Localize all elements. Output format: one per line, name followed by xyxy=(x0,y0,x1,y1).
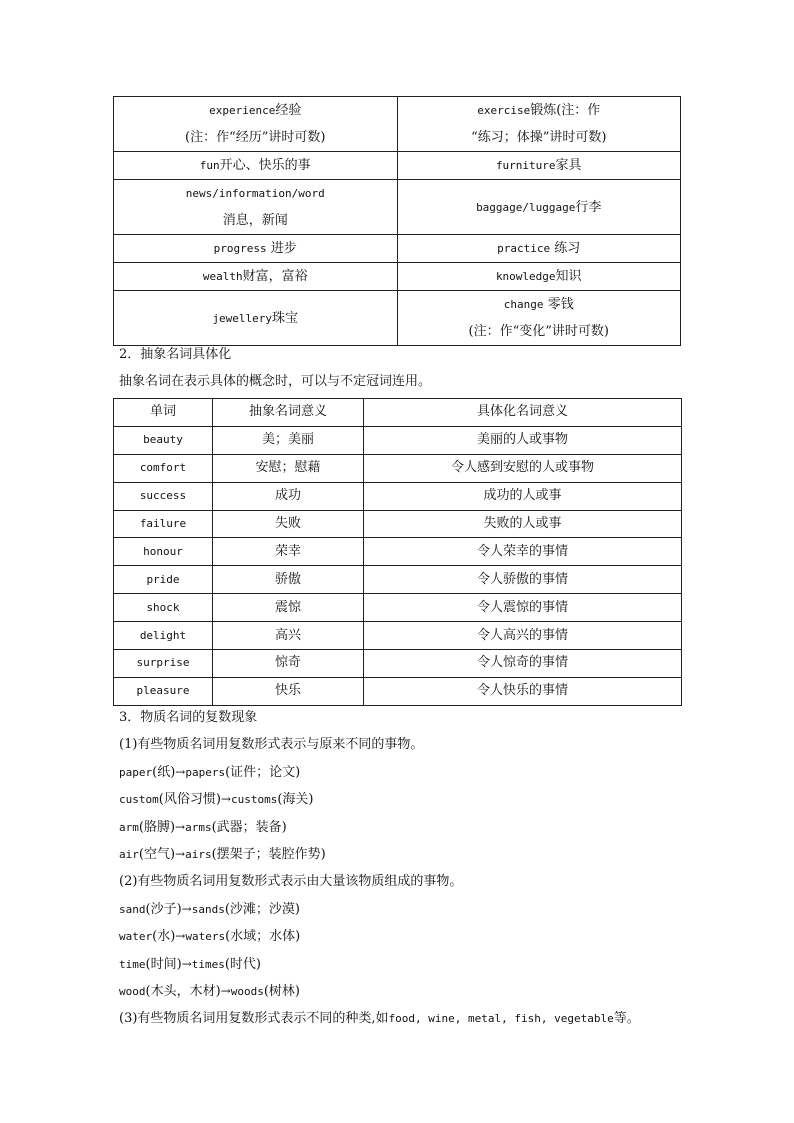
plural-meaning: (武器；装备) xyxy=(211,819,287,835)
arrow-icon: → xyxy=(175,765,186,779)
table-cell xyxy=(213,510,364,538)
list-item xyxy=(119,955,261,974)
section-heading: 2．抽象名词具体化 xyxy=(119,347,232,362)
meaning: 令人荣幸的事情 xyxy=(476,543,568,559)
paragraph xyxy=(119,1010,640,1028)
plural-word: woods xyxy=(230,984,264,998)
word: wealth xyxy=(202,270,243,283)
meaning: 练习 xyxy=(554,241,581,256)
plural-word: times xyxy=(191,957,225,971)
abstract-nouns-table xyxy=(113,398,682,706)
meaning: 美丽的人或事物 xyxy=(476,432,568,448)
word: time xyxy=(119,957,146,971)
table-cell xyxy=(114,677,213,705)
plural-meaning: (时代) xyxy=(224,956,261,972)
table-cell xyxy=(114,235,398,263)
table-row xyxy=(114,482,682,510)
meaning: 令人骄傲的事情 xyxy=(476,571,568,587)
table-cell xyxy=(114,622,213,650)
list-item xyxy=(119,982,300,1001)
meaning: 美；美丽 xyxy=(261,432,314,448)
list-item xyxy=(119,927,300,946)
meaning: 失败的人或事 xyxy=(483,516,562,531)
meaning: 经验 xyxy=(275,103,302,118)
table-cell xyxy=(213,622,364,650)
word: water xyxy=(119,930,153,944)
table-cell xyxy=(364,454,682,482)
meaning: 惊奇 xyxy=(274,655,301,671)
table-cell xyxy=(213,426,364,454)
plural-meaning: (水域；水体) xyxy=(225,929,301,945)
table-cell xyxy=(213,650,364,678)
plural-meaning: (树林) xyxy=(263,983,300,999)
list-item xyxy=(119,845,326,864)
note: (注：作“变化”讲时可数) xyxy=(468,324,609,339)
table-cell xyxy=(213,566,364,594)
table-cell xyxy=(114,454,213,482)
table-row xyxy=(114,97,681,152)
table-cell xyxy=(114,180,398,235)
table-cell xyxy=(114,152,398,180)
meaning: 知识 xyxy=(555,269,582,284)
meaning: (纸) xyxy=(152,765,176,780)
word: practice xyxy=(497,242,551,255)
word: progress xyxy=(213,242,267,255)
table-row xyxy=(114,152,681,180)
word: paper xyxy=(119,766,153,779)
meaning: 成功的人或事 xyxy=(483,488,562,504)
meaning: 开心、快乐的事 xyxy=(219,158,311,173)
word: surprise xyxy=(136,656,190,670)
plural-meaning: (海关) xyxy=(277,792,314,808)
meaning: 珠宝 xyxy=(272,310,299,326)
meaning: 令人感到安慰的人或事物 xyxy=(450,460,594,476)
table-row xyxy=(114,622,682,650)
list-item xyxy=(119,900,300,919)
table-row xyxy=(114,510,682,538)
paragraph: (1)有些物质名词用复数形式表示与原来不同的事物。 xyxy=(119,737,424,752)
table-cell xyxy=(114,482,213,510)
table-cell xyxy=(213,538,364,566)
table-cell xyxy=(114,97,398,152)
table-cell xyxy=(213,454,364,482)
table-cell xyxy=(114,594,213,622)
word: pride xyxy=(146,572,180,586)
table-header-row xyxy=(114,399,682,427)
arrow-icon: → xyxy=(175,846,186,861)
table-cell xyxy=(114,510,213,538)
plural-word: waters xyxy=(185,930,226,944)
plural-word: papers xyxy=(185,766,226,779)
table-cell xyxy=(114,291,398,346)
section-intro: 抽象名词在表示具体的概念时，可以与不定冠词连用。 xyxy=(119,374,432,389)
table-cell xyxy=(364,510,682,538)
table-row xyxy=(114,650,682,678)
meaning: 骄傲 xyxy=(274,571,301,587)
header-cell: 单词 xyxy=(114,399,213,427)
word: success xyxy=(139,489,187,503)
plural-meaning: (证件；论文) xyxy=(225,765,301,780)
table-cell xyxy=(364,426,682,454)
table-cell xyxy=(397,291,681,346)
word: exercise xyxy=(477,104,531,117)
word: failure xyxy=(139,517,187,530)
plural-word: arms xyxy=(185,820,212,834)
table-row xyxy=(114,566,682,594)
plural-word: airs xyxy=(185,847,212,861)
word: change xyxy=(503,298,544,311)
table-cell xyxy=(364,538,682,566)
word: shock xyxy=(146,600,180,614)
paragraph: (2)有些物质名词用复数形式表示由大量该物质组成的事物。 xyxy=(119,874,463,889)
meaning: 失败 xyxy=(274,516,301,531)
table-cell xyxy=(114,538,213,566)
word: pleasure xyxy=(136,684,190,698)
meaning: 成功 xyxy=(274,488,301,504)
table-row xyxy=(114,677,682,705)
table-cell xyxy=(114,426,213,454)
word: arm xyxy=(119,820,139,834)
table-cell xyxy=(364,677,682,705)
word: news/information/word xyxy=(185,187,325,200)
plural-word: sands xyxy=(191,903,225,916)
word: comfort xyxy=(139,461,187,475)
arrow-icon: → xyxy=(181,956,192,971)
meaning: 快乐 xyxy=(274,683,301,699)
arrow-icon: → xyxy=(181,902,192,916)
table-row xyxy=(114,291,681,346)
table-row xyxy=(114,235,681,263)
meaning: 令人震惊的事情 xyxy=(476,599,568,615)
meaning: 安慰；慰藉 xyxy=(255,460,321,476)
table-cell xyxy=(397,263,681,291)
plural-meaning: (沙滩；沙漠) xyxy=(224,902,300,917)
table-row xyxy=(114,594,682,622)
arrow-icon: → xyxy=(175,929,186,944)
section-heading: 3．物质名词的复数现象 xyxy=(119,710,258,725)
word: beauty xyxy=(143,433,183,447)
table-cell xyxy=(114,650,213,678)
word-list: food, wine, metal, fish, vegetable xyxy=(388,1012,614,1025)
word: delight xyxy=(139,628,187,642)
table-row xyxy=(114,180,681,235)
meaning: (木头，木材) xyxy=(145,983,221,999)
word: wood xyxy=(119,984,146,998)
meaning: 财富，富裕 xyxy=(242,269,308,284)
meaning: (水) xyxy=(152,929,176,945)
list-item xyxy=(119,818,287,837)
word: fun xyxy=(199,159,220,172)
table-body xyxy=(114,426,682,705)
table-cell xyxy=(397,180,681,235)
meaning: (胳膊) xyxy=(138,819,176,835)
table-cell xyxy=(364,594,682,622)
table-cell xyxy=(364,566,682,594)
list-item xyxy=(119,790,313,809)
meaning: 荣幸 xyxy=(274,543,301,559)
arrow-icon: → xyxy=(220,792,231,807)
table-cell xyxy=(364,482,682,510)
arrow-icon: → xyxy=(220,983,231,998)
plural-meaning: (摆架子；装腔作势) xyxy=(211,846,326,862)
table-cell xyxy=(213,482,364,510)
table-row xyxy=(114,263,681,291)
table-cell xyxy=(213,677,364,705)
word: air xyxy=(119,847,139,861)
meaning: 进步 xyxy=(270,241,297,256)
table-cell xyxy=(397,152,681,180)
table-cell xyxy=(397,235,681,263)
word: experience xyxy=(209,104,276,117)
word: knowledge xyxy=(495,270,556,283)
meaning: 高兴 xyxy=(274,627,301,643)
meaning: (沙子) xyxy=(145,902,182,917)
table-cell xyxy=(114,263,398,291)
note: (注：作“经历”讲时可数) xyxy=(185,130,326,145)
word: furniture xyxy=(495,159,556,172)
table-row xyxy=(114,426,682,454)
meaning: 行李 xyxy=(575,199,602,215)
note: “练习；体操”讲时可数) xyxy=(471,130,607,145)
meaning: 令人高兴的事情 xyxy=(476,627,568,643)
word: sand xyxy=(119,903,146,916)
word: baggage/luggage xyxy=(476,200,576,214)
meaning: 令人惊奇的事情 xyxy=(476,655,568,671)
table-cell xyxy=(364,650,682,678)
arrow-icon: → xyxy=(175,819,186,834)
word: jewellery xyxy=(212,311,273,325)
word: honour xyxy=(143,544,183,558)
word: custom xyxy=(119,793,159,807)
meaning: (风俗习惯) xyxy=(158,792,221,808)
meaning: 消息，新闻 xyxy=(222,213,288,228)
meaning: 震惊 xyxy=(274,599,301,615)
table-row xyxy=(114,454,682,482)
meaning: 零钱 xyxy=(547,297,574,312)
plural-word: customs xyxy=(230,793,278,807)
table-cell xyxy=(364,622,682,650)
meaning: (空气) xyxy=(138,846,176,862)
list-item xyxy=(119,763,300,782)
table-cell xyxy=(397,97,681,152)
meaning: (时间) xyxy=(145,956,182,972)
paragraph-text: (3)有些物质名词用复数形式表示不同的种类,如 xyxy=(119,1011,389,1026)
meaning: 令人快乐的事情 xyxy=(476,683,568,699)
paragraph-text: 等。 xyxy=(613,1011,640,1026)
uncountable-nouns-table xyxy=(113,96,681,346)
header-cell: 抽象名词意义 xyxy=(213,399,364,427)
table-row xyxy=(114,538,682,566)
table-cell xyxy=(213,594,364,622)
header-cell: 具体化名词意义 xyxy=(364,399,682,427)
meaning: 锻炼(注：作 xyxy=(530,103,601,118)
meaning: 家具 xyxy=(555,158,582,173)
table-cell xyxy=(114,566,213,594)
